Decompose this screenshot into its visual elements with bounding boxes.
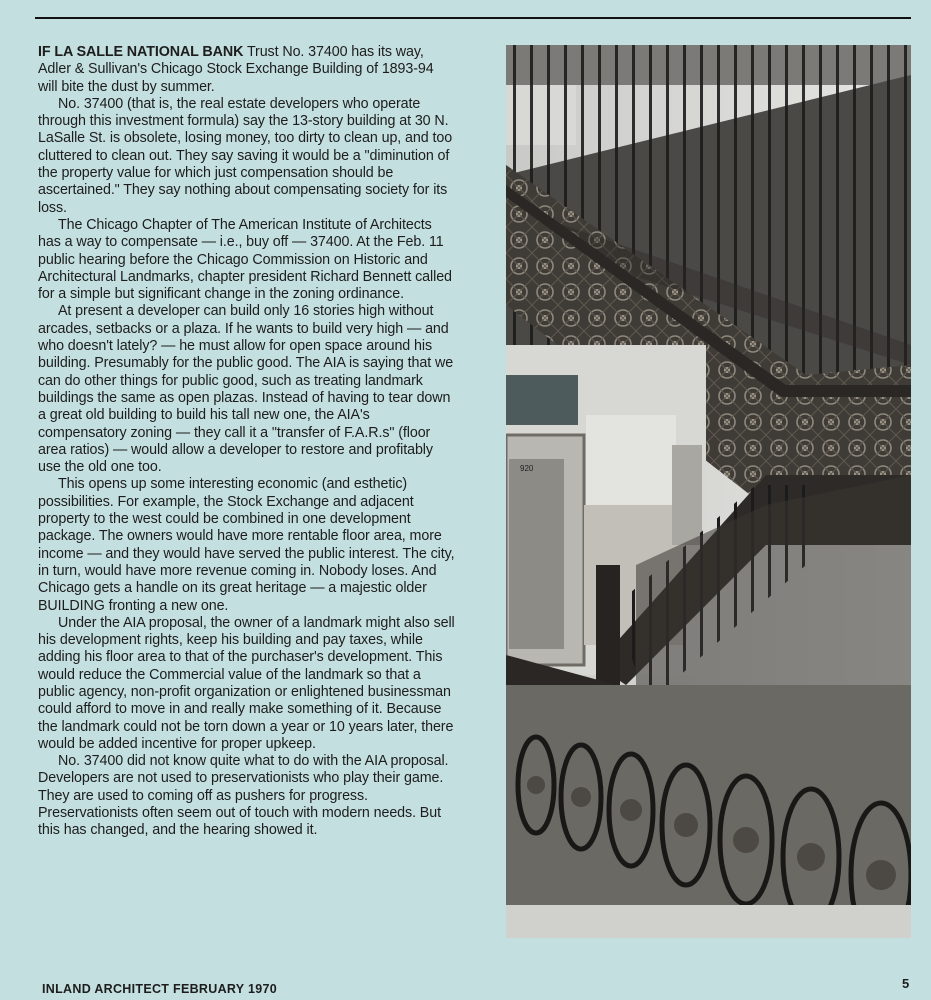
door-number: 920: [520, 464, 534, 473]
article-paragraph: Under the AIA proposal, the owner of a landmark might also sell his development rights, keep his building and pay taxes, while adding his floor area to that of the purchaser's development. This would reduce the Commercial value of the landmark so that a public agency, non-profit organization or enlightened businessman could afford to move in and really make something of it. Because the landmark could not be torn down a year or 10 years later, there would be added incentive for proper upkeep.: [38, 614, 455, 752]
article-paragraph: The Chicago Chapter of The American Institute of Architects has a way to compensate — i.e., buy off — 37400. At the Feb. 11 public hearing before the Chicago Commission on Historic and Architectural Landmarks, chapter president Richard Bennett called for a simple but significant change in the zoning ordinance.: [38, 216, 452, 303]
staircase-photo: [506, 45, 911, 938]
article-body: [38, 44, 456, 840]
article-paragraph: No. 37400 (that is, the real estate developers who operate through this investment formula) say the 13-story building at 30 N. LaSalle St. is obsolete, losing money, too dirty to clean up, and too cluttered to clean out. They say saving it would be a "diminution of the property value for which just compensation should be ascertained." They say nothing about compensating society for its loss.: [38, 95, 453, 216]
article-lead: IF LA SALLE NATIONAL BANK: [38, 44, 244, 60]
article-paragraph: [38, 44, 456, 96]
footer-publication: INLAND ARCHITECT FEBRUARY 1970: [42, 982, 277, 996]
article-paragraph: At present a developer can build only 16 stories high without arcades, setbacks or a plaza. If he wants to build very high — and who doesn't lately? — he must allow for open space around his building. Presumably for the public good. The AIA is saying that we can do other things for public good, such as treating landmark buildings the same as open plazas. Instead of having to tear down a great old building to build his tall new one, the AIA's compensatory zoning — they call it a "transfer of F.A.R.s" (floor area ratios) — would allow a developer to restore and profitably use the old one too.: [38, 303, 454, 476]
article-paragraph: This opens up some interesting economic (and esthetic) possibilities. For example, the Stock Exchange and adjacent property to the west could be combined in one development package. The owners would have more rentable floor area, more income — and they would have served the public interest. The city, in turn, would have more revenue coming in. Nobody loses. And Chicago gets a handle on its great heritage — a majestic older BUILDING fronting a new one.: [38, 476, 455, 614]
top-rule: [35, 17, 911, 19]
article-paragraph: No. 37400 did not know quite what to do with the AIA proposal. Developers are not used to preservationists who play their game. They are used to coming off as pushers for progress. Preservationists often seem out of touch with modern needs. But this has changed, and the hearing showed it.: [38, 753, 449, 839]
article-paragraph-text: Trust No. 37400 has its way, Adler & Sullivan's Chicago Stock Exchange Building of 1893-94 will bite the dust by summer.: [38, 44, 434, 95]
page-number: 5: [902, 976, 910, 991]
staircase-illustration: [506, 45, 911, 938]
